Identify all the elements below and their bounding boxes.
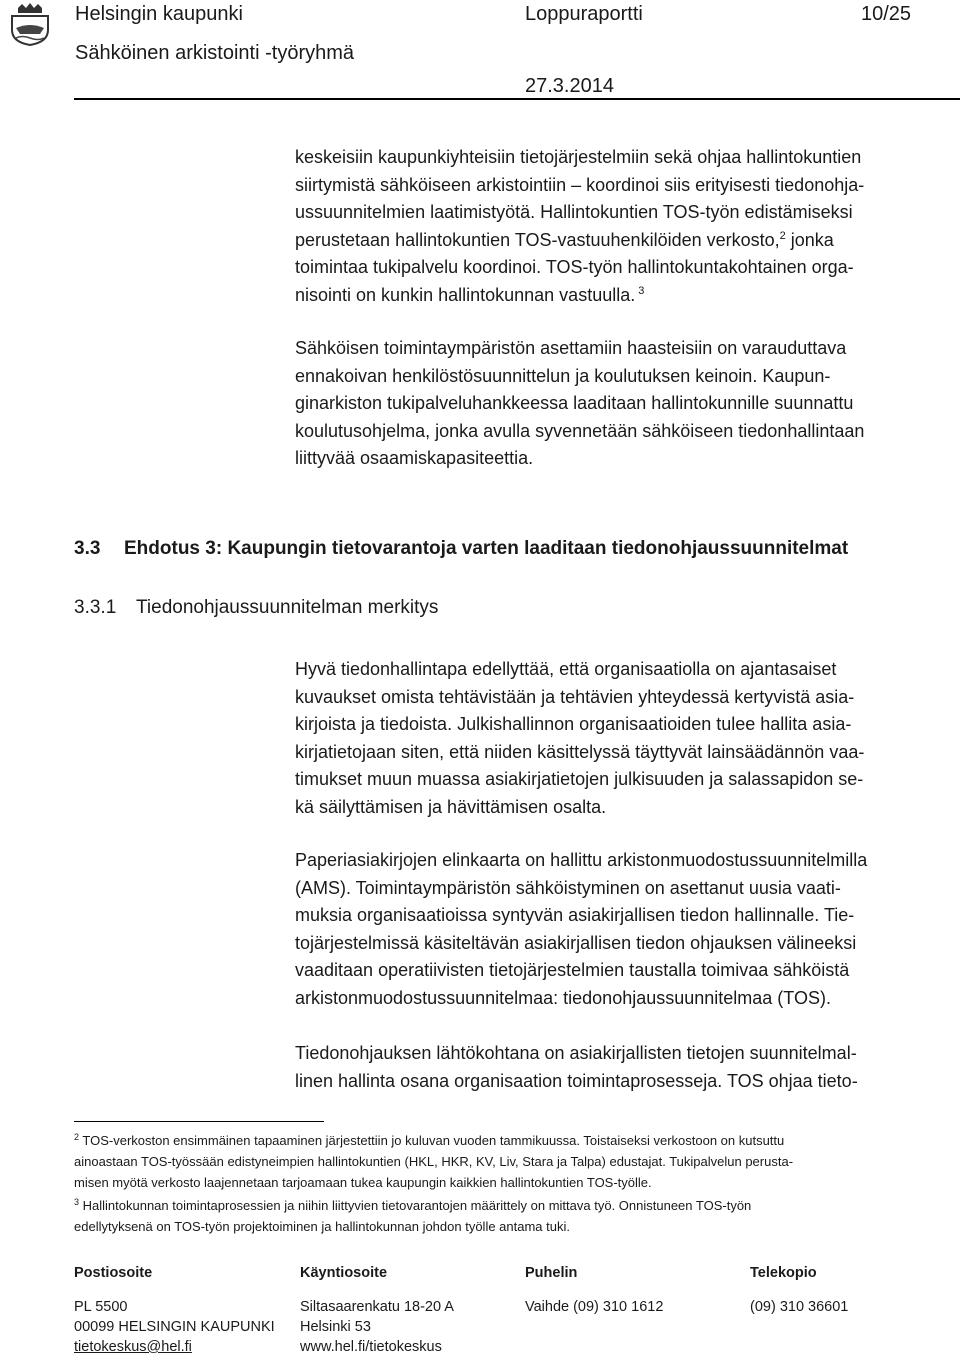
footnote-line xyxy=(74,1130,954,1151)
text-line: timukset muun muassa asiakirjatietojen julkisuuden ja salassapidon se- xyxy=(295,769,864,789)
paragraph-tukipalvelu xyxy=(295,144,960,309)
footer-heading: Puhelin xyxy=(525,1265,578,1281)
text-line: liittyvää osaamiskapasiteettia. xyxy=(295,448,534,468)
text-line: muksia organisaatioissa syntyvän asiakirjallisen tiedon hallinnalle. Tie- xyxy=(295,905,855,925)
footnote-ref-3[interactable]: 3 xyxy=(635,284,645,297)
text-line: Hyvä tiedonhallintapa edellyttää, että organisaatiolla on ajantasaiset xyxy=(295,659,837,679)
text-line: kirjatietojaan siten, että niiden käsittelyssä täyttyvät lainsäädännön vaa- xyxy=(295,741,865,762)
footnote-rule xyxy=(74,1121,324,1122)
footer-telekopio xyxy=(750,1263,848,1317)
footer-kayntiosoite xyxy=(300,1263,454,1357)
header-group: Sähköinen arkistointi -työryhmä xyxy=(75,42,355,64)
text-line: tojärjestelmissä käsiteltävän asiakirjallisen tiedon ohjauksen välineeksi xyxy=(295,932,857,953)
footnote-3 xyxy=(74,1195,954,1237)
text-line: kä säilyttämisen ja hävittämisen osalta. xyxy=(295,796,607,817)
footnote-mark-2: 2 xyxy=(74,1132,80,1142)
text-segment: nisointi on kunkin hallintokunnan vastuulla. xyxy=(295,284,636,305)
header-page-number: 10/25 xyxy=(861,3,912,25)
subsection-number: 3.3.1 xyxy=(74,597,117,618)
text-line: kirjoista ja tiedoista. Julkishallinnon organisaatioiden tulee hallita asia- xyxy=(295,714,852,734)
text-line: Tiedonohjauksen lähtökohtana on asiakirjallisten tietojen suunnitelmal- xyxy=(295,1043,857,1063)
footnote-2 xyxy=(74,1130,954,1193)
text-segment: TOS-verkoston ensimmäinen tapaaminen järjestettiin jo kuluvan vuoden tammikuussa. Toistaiseksi verkostoon on kutsuttu xyxy=(79,1133,785,1148)
footer-line: Vaihde (09) 310 1612 xyxy=(525,1299,664,1315)
text-segment: Hallintokunnan toimintaprosessien ja niihin liittyvien tietovarantojen määrittely on mittava työ. Onnistuneen TOS-työn xyxy=(79,1198,752,1213)
text-line: toimintaa tukipalvelu koordinoi. TOS-työn hallintokuntakohtainen orga- xyxy=(295,257,854,277)
text-line: kuvaukset omista tehtävistään ja tehtävien yhteydessä kertyvistä asia- xyxy=(295,686,855,707)
text-segment: perustetaan hallintokuntien TOS-vastuuhenkilöiden verkosto, xyxy=(295,229,780,250)
paragraph-ams xyxy=(295,847,960,1012)
text-line xyxy=(295,282,960,310)
section-title: Ehdotus 3: Kaupungin tietovarantoja varten laaditaan tiedonohjaussuunnitelmat xyxy=(124,538,849,559)
section-number: 3.3 xyxy=(74,538,101,559)
footer-line: Helsinki 53 xyxy=(300,1319,371,1335)
footer-heading: Käyntiosoite xyxy=(300,1265,388,1281)
text-line: siirtymistä sähköiseen arkistointiin – koordinoi siis erityisesti tiedonohja- xyxy=(295,174,865,195)
header-rule xyxy=(74,98,960,100)
footer-line: 00099 HELSINGIN KAUPUNKI xyxy=(74,1319,275,1335)
text-line: vaaditaan operatiivisten tietojärjestelmien taustalla toimivaa sähköistä xyxy=(295,960,850,980)
footer-puhelin xyxy=(525,1263,663,1317)
text-line: linen hallinta osana organisaation toimintaprosesseja. TOS ohjaa tieto- xyxy=(295,1070,858,1091)
footer-heading: Telekopio xyxy=(750,1265,817,1281)
website-text: www.hel.fi/tietokeskus xyxy=(300,1339,442,1355)
text-segment: jonka xyxy=(785,229,834,250)
paragraph-tiedonhallintapa xyxy=(295,656,960,821)
text-line: ennakoivan henkilöstösuunnittelun ja koulutuksen keinoin. Kaupun- xyxy=(295,365,831,386)
footer-line: Siltasaarenkatu 18-20 A xyxy=(300,1299,454,1315)
footnote-line: edellytyksenä on TOS-työn projektoiminen ja hallintokunnan johdon työlle antama tuki. xyxy=(74,1219,570,1234)
paragraph-tiedonohjaus xyxy=(295,1040,960,1095)
footer-line: PL 5500 xyxy=(74,1299,128,1315)
text-line: Paperiasiakirjojen elinkaarta on hallittu arkistonmuodostussuunnitelmilla xyxy=(295,850,868,870)
section-heading-3-3 xyxy=(74,538,848,560)
text-line: keskeisiin kaupunkiyhteisiin tietojärjestelmiin sekä ohjaa hallintokuntien xyxy=(295,147,862,167)
footer-line: (09) 310 36601 xyxy=(750,1299,849,1315)
text-line: Sähköisen toimintaympäristön asettamiin haasteisiin on varauduttava xyxy=(295,338,847,358)
footnote-mark-3: 3 xyxy=(74,1197,80,1207)
footer-heading: Postiosoite xyxy=(74,1265,153,1281)
text-line xyxy=(295,227,960,255)
header-date: 27.3.2014 xyxy=(525,75,614,97)
header-doc-type: Loppuraportti xyxy=(525,3,643,25)
email-link[interactable]: tietokeskus@hel.fi xyxy=(74,1339,192,1355)
subsection-heading-3-3-1 xyxy=(74,597,438,619)
text-line: ginarkiston tukipalveluhankkeessa laaditaan hallintokunnille suunnattu xyxy=(295,393,854,413)
header-org: Helsingin kaupunki xyxy=(75,3,243,25)
footnote-line: misen myötä verkosto laajennetaan tarjoamaan tukea kaupungin kaikkien hallintokuntien TOS-työlle. xyxy=(74,1175,652,1190)
text-line: koulutusohjelma, jonka avulla syvennetään sähköiseen tiedonhallintaan xyxy=(295,420,865,441)
helsinki-crest-logo xyxy=(4,2,56,46)
footer-postiosoite xyxy=(74,1263,275,1357)
footnote-line xyxy=(74,1195,954,1216)
paragraph-koulutus xyxy=(295,335,960,473)
text-line: (AMS). Toimintaympäristön sähköistyminen on asettanut uusia vaati- xyxy=(295,877,841,898)
footnote-ref-2[interactable]: 2 xyxy=(779,229,786,242)
text-line: ussuunnitelmien laatimistyötä. Hallintokuntien TOS-työn edistämiseksi xyxy=(295,202,853,222)
text-line: arkistonmuodostussuunnitelmaa: tiedonohjaussuunnitelmaa (TOS). xyxy=(295,987,831,1008)
subsection-title: Tiedonohjaussuunnitelman merkitys xyxy=(136,597,439,618)
footnote-line: ainoastaan TOS-työssään edistyneimpien hallintokuntien (HKL, HKR, KV, Liv, Stara ja Talpa) edustajat. Tukipalvelun perusta- xyxy=(74,1154,794,1169)
